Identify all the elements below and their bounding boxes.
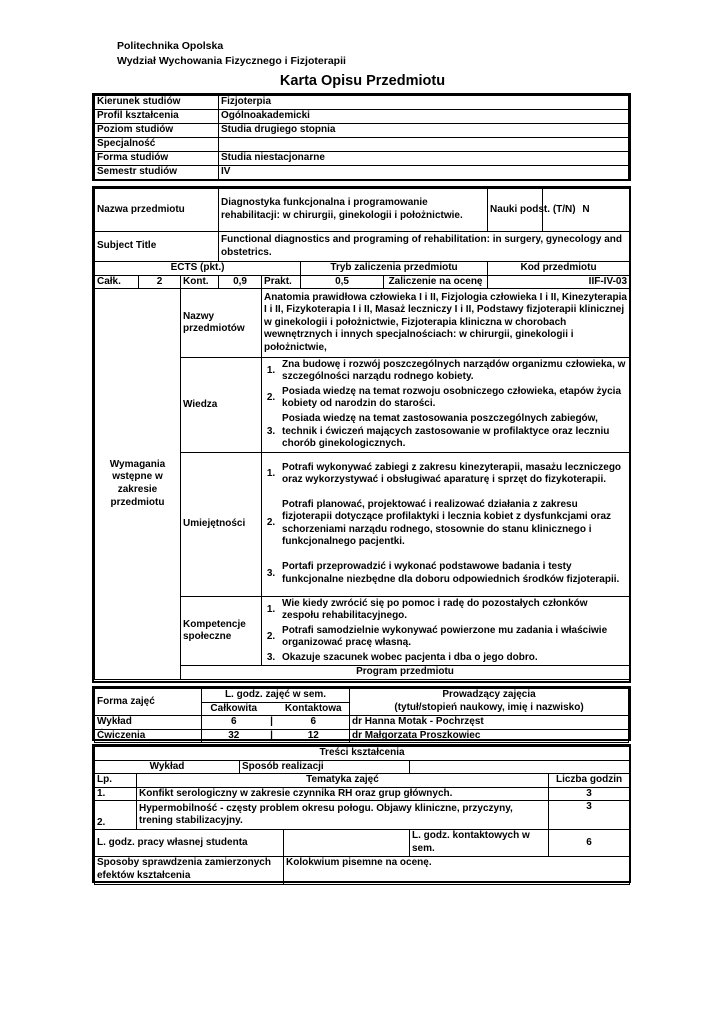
- topic-lp: 2.: [95, 801, 137, 830]
- calkowita-label: Całkowita: [202, 702, 266, 716]
- item-number: 1.: [266, 468, 276, 480]
- item-text: Posiada wiedzę na temat rozwoju osobniczego człowieka, etapów życia kobiety od narodzin do starości.: [282, 385, 622, 410]
- topic-text: Hypermobilność - częsty problem okresu połogu. Objawy kliniczne, przyczyny, trening stabilizacyjny.: [137, 801, 549, 830]
- prakt-value: 0,5: [301, 275, 384, 289]
- ects-values-row: [95, 275, 630, 289]
- class-kont: 12: [278, 729, 350, 743]
- kont-label: Kont.: [181, 275, 219, 289]
- topic-lp: 1.: [95, 787, 137, 801]
- class-teacher: dr Małgorzata Proszkowiec: [350, 729, 629, 743]
- kompetencje-label: Kompetencje społeczne: [181, 597, 262, 666]
- study-info-table: [92, 93, 631, 181]
- sposoby-row: [95, 856, 630, 884]
- study-info-value: IV: [219, 166, 629, 180]
- class-calk: 6: [202, 716, 266, 730]
- study-info-value: [219, 138, 629, 152]
- topic-text: Konfikt serologiczny w zakresie czynnika RH oraz grup głównych.: [137, 787, 549, 801]
- subject-name-label: Nazwa przedmiotu: [95, 189, 219, 232]
- study-info-row: [95, 96, 629, 110]
- sposob-label: Sposób realizacji: [240, 760, 410, 774]
- tryb-header: Tryb zaliczenia przedmiotu: [301, 262, 488, 276]
- item-text: Zna budowę i rozwój poszczególnych narządów organizmu człowieka, w szczególności narządu rodnego kobiety.: [282, 358, 626, 383]
- umiejetnosci-item: [262, 453, 630, 496]
- kont-value: 0,9: [219, 275, 262, 289]
- content-header-row: [95, 747, 630, 761]
- umiejetnosci-item: [262, 552, 630, 597]
- godz-header: L. godz. zajęć w sem.: [202, 689, 350, 703]
- wyklad-label: Wykład: [95, 760, 240, 774]
- subject-title-row: [95, 232, 630, 262]
- subject-name-row: [95, 189, 630, 232]
- study-info-label: Kierunek studiów: [95, 96, 219, 110]
- topic-hours: 3: [549, 787, 630, 801]
- study-info-value: Ogólnoakademicki: [219, 110, 629, 124]
- calk-value: 2: [139, 275, 181, 289]
- kompetencje-item: [262, 624, 630, 651]
- study-info-row: [95, 166, 629, 180]
- study-info-label: Semestr studiów: [95, 166, 219, 180]
- content-header: Treści kształcenia: [95, 747, 630, 761]
- faculty-name: Wydział Wychowania Fizycznego i Fizjoterapii: [117, 55, 346, 67]
- umiejetnosci-item: [262, 496, 630, 552]
- item-text: Potrafi planować, projektować i realizować działania z zakresu fizjoterapii dotyczące profilaktyki i lecznia kobiet z dysfunkcjami oraz schorzeniami narządu rodnego, stosownie do stanu klinicznego i funkcjonalnego pacjentki.: [282, 498, 612, 548]
- kontaktowa-label: Kontaktowa: [278, 702, 350, 716]
- item-number: 3.: [266, 567, 276, 579]
- class-forma: Ćwiczenia: [95, 729, 202, 743]
- topic-row: [95, 801, 630, 830]
- item-text: Okazuje szacunek wobec pacjenta i dba o jego dobro.: [282, 651, 538, 663]
- page-title: Karta Opisu Przedmiotu: [279, 73, 446, 89]
- study-info-value: Studia drugiego stopnia: [219, 124, 629, 138]
- study-info-row: [95, 124, 629, 138]
- class-forma: Wykład: [95, 716, 202, 730]
- sposoby-label: Sposoby sprawdzenia zamierzonych efektów kształcenia: [95, 856, 284, 884]
- item-text: Posiada wiedzę na temat zastosowania poszczególnych zabiegów, technik i ćwiczeń mających zastosowanie w profilaktyce oraz leczniu chorób ginekologicznych.: [282, 413, 610, 450]
- study-info-label: Profil kształcenia: [95, 110, 219, 124]
- kontaktowych-value: 6: [549, 830, 630, 856]
- sposoby-value: Kolokwium pisemne na ocenę.: [284, 856, 630, 884]
- requirements-label: Wymagania wstępne w zakresie przedmiotu: [95, 289, 181, 680]
- class-teacher: dr Hanna Motak - Pochrzęst: [350, 716, 629, 730]
- topic-row: [95, 787, 630, 801]
- item-number: 1.: [266, 604, 276, 616]
- nazwy-label: Nazwy przedmiotów: [181, 289, 262, 358]
- item-number: 2.: [266, 391, 276, 403]
- tryb-value: Zaliczenie na ocenę: [384, 275, 488, 289]
- nazwy-text: Anatomia prawidłowa człowieka I i II, Fizjologia człowieka I i II, Kinezyterapia I i II, Fizykoterapia I i II, Masaż leczniczy I i II, Podstawy fizjoterapii klinicznej w ginekologii i położnictwie, Fizjoterapia kliniczna w chorobach wewnętrznych i innych specjalnościach: w chirurgii, ginekologii i położnictwie,: [262, 289, 630, 358]
- study-info-row: [95, 110, 629, 124]
- study-info-value: Studia niestacjonarne: [219, 152, 629, 166]
- hours-row: [95, 830, 630, 856]
- prowadzacy-sub: (tytuł/stopień naukowy, imię i nazwisko): [350, 702, 629, 716]
- topics-header-row: [95, 774, 630, 788]
- item-number: 2.: [266, 517, 276, 529]
- program-header: Program przedmiotu: [181, 666, 630, 680]
- wlasna-label: L. godz. pracy własnej studenta: [95, 830, 284, 856]
- nauki-label: Nauki podst. (T/N): [488, 189, 543, 232]
- item-number: 3.: [266, 425, 276, 437]
- classes-row: [95, 729, 629, 743]
- wiedza-label: Wiedza: [181, 358, 262, 453]
- classes-header-row: [95, 689, 629, 703]
- kompetencje-item: [262, 597, 630, 624]
- class-separator: |: [266, 716, 278, 730]
- study-info-row: [95, 152, 629, 166]
- study-info-label: Specjalność: [95, 138, 219, 152]
- wlasna-value: [284, 830, 410, 856]
- item-number: 1.: [266, 365, 276, 377]
- ects-header-row: [95, 262, 630, 276]
- lp-label: Lp.: [95, 774, 137, 788]
- kod-header: Kod przedmiotu: [488, 262, 630, 276]
- subject-title-value: Functional diagnostics and programing of rehabilitation: in surgery, gynecology and obstetrics.: [219, 232, 630, 262]
- content-table: [92, 744, 631, 883]
- kontaktowych-label: L. godz. kontaktowych w sem.: [410, 830, 549, 856]
- item-text: Portafi przeprowadzić i wykonać podstawowe badania i testy funkcjonalne niezbędne dla doboru odpowiednich środków fizjoterapii.: [282, 561, 620, 585]
- topic-hours: 3: [549, 801, 630, 830]
- calk-label: Całk.: [95, 275, 139, 289]
- prakt-label: Prakt.: [262, 275, 301, 289]
- liczba-label: Liczba godzin: [549, 774, 630, 788]
- prowadzacy-header: Prowadzący zajęcia: [350, 689, 629, 703]
- study-info-label: Forma studiów: [95, 152, 219, 166]
- wiedza-item: [262, 412, 630, 453]
- study-info-label: Poziom studiów: [95, 124, 219, 138]
- item-text: Wie kiedy zwrócić się po pomoc i radę do pozostałych członków zespołu rehabilitacyjnego.: [282, 597, 588, 622]
- item-text: Potrafi wykonywać zabiegi z zakresu kinezyterapii, masażu leczniczego oraz wykorzystywać i obsługiwać aparaturę i sprzęt do fizykoterapii.: [282, 461, 622, 486]
- kod-value: IIF-IV-03: [488, 275, 630, 289]
- subject-table: [92, 186, 631, 683]
- wiedza-item: [262, 385, 630, 412]
- tematyka-label: Tematyka zajęć: [137, 774, 549, 788]
- item-number: 2.: [266, 630, 276, 642]
- study-info-value: Fizjoterpia: [219, 96, 629, 110]
- university-name: Politechnika Opolska: [117, 40, 224, 52]
- kompetencje-item: [262, 651, 630, 666]
- item-text: Potrafi samodzielnie wykonywać powierzone mu zadania i właściwie organizować pracę własną.: [282, 624, 608, 649]
- class-kont: 6: [278, 716, 350, 730]
- class-calk: 32: [202, 729, 266, 743]
- classes-row: [95, 716, 629, 730]
- wiedza-item: [262, 358, 630, 385]
- item-number: 3.: [266, 651, 276, 663]
- nazwy-row: [95, 289, 630, 358]
- wyklad-row: [95, 760, 630, 774]
- umiejetnosci-label: Umiejętności: [181, 453, 262, 597]
- study-info-row: [95, 138, 629, 152]
- classes-table: [92, 686, 631, 741]
- class-separator: |: [266, 729, 278, 743]
- ects-header: ECTS (pkt.): [95, 262, 301, 276]
- forma-label: Forma zajęć: [95, 689, 202, 716]
- subject-name-value: Diagnostyka funkcjonalna i programowanie rehabilitacji: w chirurgii, ginekologii i położnictwie.: [219, 189, 488, 232]
- subject-title-label: Subject Title: [95, 232, 219, 262]
- nauki-value: N: [543, 189, 630, 232]
